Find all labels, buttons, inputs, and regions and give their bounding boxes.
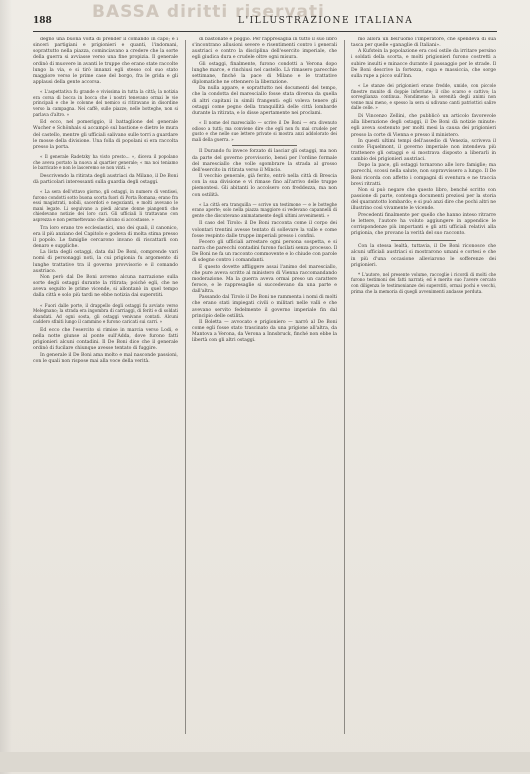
paragraph: mo allora un bell'uomo l'imperatore, che spendeva di sua tasca per quelle «ganaglie di Italiani». <box>351 37 496 49</box>
paragraph: In questi ultimi tempi dell'assedio di Venezia, scriveva il conte Fiquelmont, il governo imperiale non intendeva più trattenere gli ostaggi e si mostrava disposto a liberarli in cambio dei prigionieri austriaci. <box>351 138 496 163</box>
paragraph: di bastonate e poggio. Per rappresaglia in tutto il suo libro s'incontrano allusioni severe e risentimenti contro i generali austriaci e contro la disciplina dell'esercito imperiale, che egli giudica dura e crudele oltre ogni misura. <box>192 37 337 61</box>
paragraph: Non però dal De Boni avremo alcuna narrazione sulla sorte degli ostaggi durante la ritirata; poiché egli, che ne aveva seguito le prime vicende, si allontanò in quel tempo dalla città e solo più tardi ne ebbe notizia dai superstiti. <box>33 274 178 299</box>
column-3 <box>351 37 496 737</box>
paragraph: Ed ecco che l'esercito si rimise in marcia verso Lodi, e nella notte giunse al ponte sull'Adda, dove furono fatti prigionieri alcuni contadini. Il De Boni dice che il generale ordinò di fucilare chiunque avesse tentato di fuggire. <box>33 327 178 352</box>
paragraph: Non si può negare che questo libro, benché scritto con passione di parte, contenga documenti preziosi per la storia del quarantotto lombardo; e si può anzi dire che pochi altri ne illustrino così vivamente le vicende. <box>351 187 496 212</box>
paragraph: « Il generale Radetzky ha visto presto... », diceva il popolano che aveva portato la nuova al quartier generale; « ma noi teniamo le barricate e non le lasceremo se non vinti. » <box>33 154 178 171</box>
section-rule <box>232 145 297 146</box>
paragraph: E questo dovette affliggere assai l'animo del maresciallo, che pure aveva scritto al ministero di Vienna raccomandando moderazione. Ma la guerra aveva ormai preso un carattere feroce, e le rappresaglie si succedevano da una parte e dall'altra. <box>192 264 337 295</box>
paragraph: Ed ecco, nel pomeriggio, il battaglione del generale Wucher e Schönhals si accampò sul bastione e dietro le mura del castello, mentre gli ufficiali salivano sulle torri a guardare le mosse della divisione. Una folla di popolani si era raccolta presso la porta. <box>33 120 178 150</box>
paragraph: In generale il De Boni ama molto e mal nasconde passioni, con le quali non rispose mai alla voce della verità. <box>33 352 178 364</box>
paragraph: Passando dal Tirolo il De Boni ne rammenta i nomi di molti che erano stati impiegati civili o militari nelle valli e che avevano servito fedelmente il governo imperiale fin dal principio delle ostilità. <box>192 295 337 319</box>
paragraph: Il Boletta — avvocato e prigioniero — narrò al De Boni come egli fosse stato trascinato da una prigione all'altra, da Mantova a Verona, da Verona a Innsbruck, finché non ebbe la libertà con gli altri ostaggi. <box>192 319 337 344</box>
paragraph: « La sera dell'ottavo giorno, gli ostaggi, in numero di ventisei, furono condotti sotto buona scorta fuori di Porta Romana; erano fra essi magistrati, nobili, sacerdoti e negozianti, e molti avevano le mani legate. Li seguivano a piedi alcune donne piangenti che chiedevano notizie dei loro cari. Gli ufficiali li trattavano con asprezza e non permettevano che alcuno si accostasse. » <box>33 189 178 223</box>
paragraph: Precedenti finalmente per quello che hanno inteso ritrarre le lettere, l'autore ha voluto aggiungere in appendice le corrispondenze più importanti e gli atti ufficiali relativi alla prigionia, che provano la verità del suo racconto. <box>351 212 496 237</box>
column-2 <box>192 37 337 737</box>
column-1 <box>33 37 178 737</box>
paragraph: « L'aspettativa fu grande e vivissima in tutta la città; la notizia era corsa di bocca in bocca che i nostri tenevano ormai le vie principali e che le colonne del nemico si ritiravano in disordine verso la campagna. Nei caffè, sulle piazze, nelle botteghe, non si parlava d'altro. » <box>33 89 178 117</box>
paragraph: Gli ostaggi, finalmente, furono condotti a Verona dopo lunghe marce, e rinchiusi nel castello. Là rimasero parecchie settimane, finché la pace di Milano e le trattative diplomatiche ne ottennero la liberazione. <box>192 61 337 86</box>
paragraph: « La città era tranquilla — scrive un testimone — e le botteghe erano aperte; solo nella piazza maggiore si vedevano capannelli di gente che discutevano animatamente degli ultimi avvenimenti. » <box>192 201 337 218</box>
paragraph: Il Durando fu invece forzato di lasciar gli ostaggi, ma non da parte del governo provvisorio, bensì per l'ordine formale del maresciallo che volle sgombrare la strada al grosso dell'esercito in ritirata verso il Mincio. <box>192 149 337 173</box>
paragraph: Di Vincenzo Zellini, che pubblicò un articolo favorevole alla liberazione degli ostaggi, il De Boni dà notizie minute: egli aveva sostenuto per molti mesi la causa dei prigionieri presso la corte di Vienna e presso il ministero. <box>351 114 496 138</box>
paragraph: Con la stessa lealtà, tuttavia, il De Boni riconosce che alcuni ufficiali austriaci si mostrarono umani e cortesi e che in più d'una occasione alleviarono le sofferenze dei prigionieri. <box>351 244 496 268</box>
paragraph: La lista degli ostaggi, data dal De Boni, comprende vari nomi di personaggi noti, la cui prigionia fu argomento di lunghe trattative tra il governo provvisorio e il comando austriaco. <box>33 250 178 274</box>
journal-title: L'ILLUSTRAZIONE ITALIANA <box>238 16 414 26</box>
paragraph: Il caso del Tirolo: il De Boni racconta come il corpo dei volontari trentini avesse tentato di sollevare la valle e come fosse respinto dalle truppe imperiali presso i confini. <box>192 221 337 239</box>
page-edge-shadow <box>0 0 12 774</box>
page-number: 188 <box>33 16 52 26</box>
paragraph: Il vecchio generale, già ferito, entrò nella città di Brescia con la sua divisione e vi rimase fino all'arrivo delle truppe piemontesi. Gli abitanti lo accolsero con freddezza, ma non con ostilità. <box>192 174 337 198</box>
watermark: BASSA diritti riservati <box>92 2 325 22</box>
footnote: * L'autore, nel presente volume, raccoglie i ricordi di molti che furono testimoni dei fatti narrati; ed è merito suo l'avere cercato con diligenza le testimonianze dei superstiti, ormai pochi e vecchi, prima che la memoria di quegli avvenimenti andasse perduta. <box>351 271 496 294</box>
paragraph: A Kufstein la popolazione era così ostile da irritare persino i soldati della scorta, e molti prigionieri furono costretti a subire insulti e minacce durante il passaggio per le strade. Il De Boni descrive la fortezza, cupa e massiccia, che sorge sulla rupe a picco sull'Inn. <box>351 49 496 79</box>
page-header <box>33 13 497 32</box>
paragraph: « Fuori dalle porte, il drappello degli ostaggi fu avviato verso Melegnano; la strada era ingombra di carriaggi, di feriti e di soldati sbandati. Ad ogni sosta, gli ostaggi venivano contati. Alcuni caddero sfiniti lungo il cammino e furono caricati sui carri. » <box>33 302 178 325</box>
section-rule <box>391 240 456 241</box>
paragraph: Descrivendo la ritirata degli austriaci da Milano, il De Boni dà particolari interessanti sulla guardia degli ostaggi. <box>33 173 178 185</box>
page-bottom-margin <box>0 752 530 772</box>
paragraph: Da nulla appare, e soprattutto nei documenti del tempo, che la condotta del maresciallo fosse stata diversa da quella di altri capitani in simili frangenti: egli voleva tenere gli ostaggi come pegno della tranquillità delle città lombarde durante la ritirata, e lo disse apertamente nei proclami. <box>192 86 337 116</box>
text-columns <box>33 37 497 737</box>
paragraph: Fecero gli ufficiali arrestare ogni persona sospetta, e si narra che parecchi contadini furono fucilati senza processo. Il De Boni ne fa un racconto commovente e lo chiude con parole di sdegno contro i comandanti. <box>192 239 337 264</box>
paragraph: « Il nome del maresciallo — scrive il De Boni — era divenuto odioso a tutti; ma conviene dire che egli non fu mai crudele per gusto e che nelle sue lettere private si mostra anzi addolorato dei mali della guerra. » <box>192 120 337 142</box>
paragraph: Tra loro erano tre ecclesiastici, uno dei quali, il canonico, era il più anziano del Capitolo e godeva di molta stima presso il popolo. Le famiglie cercarono invano di riscattarli con denaro e suppliche. <box>33 225 178 250</box>
paragraph: degno una buona volta di prender il comando in capo; e i sinceri partigiani e prigionieri e quanti, l'indomani, soprattutto nella piazza, cominciavano a credere che la sorte della guerra si avviasse verso una fine propizia. Il generale ordinò di muovere in avanti le truppe che erano state raccolte lungo la via, e si tirò innanzi egli stesso col suo stato maggiore verso le prime case del borgo, fra le grida e gli applausi della gente accorsa. <box>33 37 178 86</box>
paragraph: Dopo la pace, gli ostaggi tornarono alle loro famiglie; ma parecchi, scossi nella salute, non sopravvissero a lungo. Il De Boni ricorda con affetto i compagni di sventura e ne traccia brevi ritratti. <box>351 163 496 187</box>
paragraph: « Le stanze dei prigionieri erano fredde, umide, con piccole finestre munite di doppie inferriate; il cibo scarso e cattivo; la sorveglianza continua. Nondimeno la serenità degli animi non venne mai meno, e spesso la sera si udivano canti patriottici salire dalle celle. » <box>351 83 496 111</box>
